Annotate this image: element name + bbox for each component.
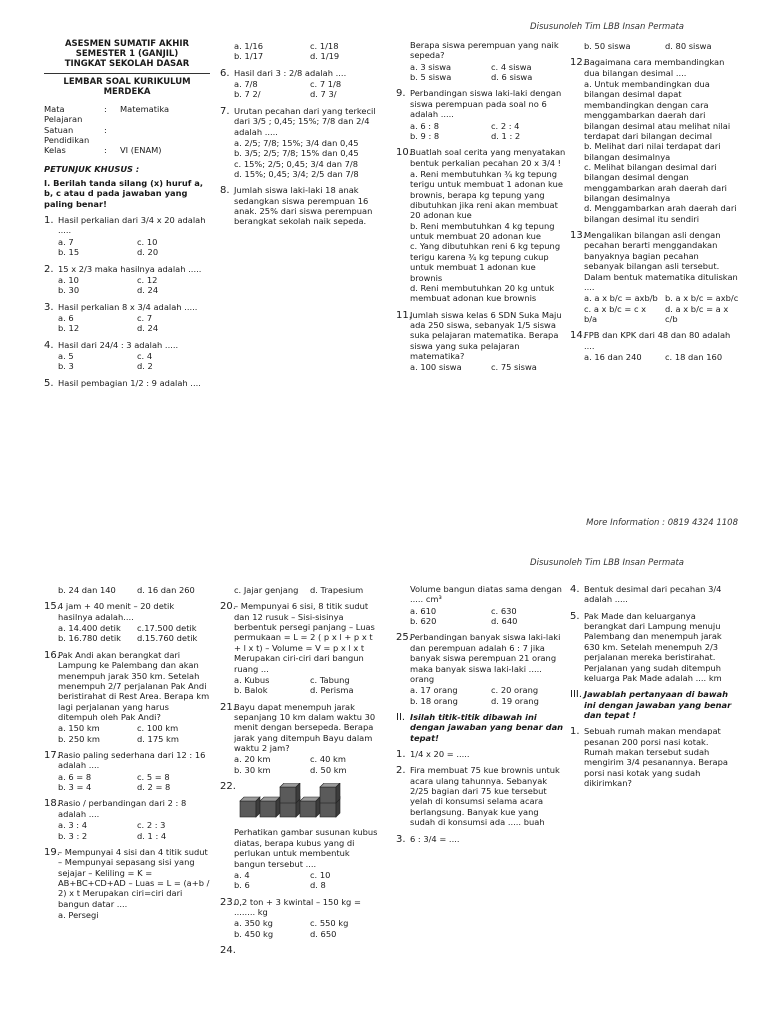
header-credit: Disusunoleh Tim LBB Insan Permata: [530, 22, 684, 32]
answer-option[interactable]: a. 5: [58, 351, 74, 362]
answer-option[interactable]: a. 2/5; 7/8; 15%; 3/4 dan 0,45: [234, 137, 359, 148]
question-item: [396, 712, 566, 743]
answer-options: [410, 62, 566, 83]
answer-options: [410, 121, 566, 142]
question-number: 7.: [220, 105, 230, 117]
answer-option[interactable]: a. 4: [234, 869, 250, 880]
question-item: [220, 601, 380, 695]
question-number: 6.: [220, 67, 230, 79]
answer-option[interactable]: d. a x b/c = a x c/b: [665, 303, 729, 324]
question-item: [570, 57, 740, 224]
answer-option[interactable]: d. 24: [137, 323, 159, 334]
question-number: 20.: [220, 601, 236, 613]
question-number: 13.: [570, 230, 586, 242]
question-item: [570, 584, 740, 605]
question-text: Perbandingan siswa laki-laki dengan siswa perempuan pada soal no 6 adalah .....: [410, 88, 562, 120]
question-number: III.: [570, 689, 583, 701]
answer-option[interactable]: d. 640: [491, 616, 518, 627]
question-text: Rasio paling sederhana dari 12 : 16 adalah ....: [58, 750, 206, 771]
answer-option[interactable]: a. 3 : 4: [58, 820, 87, 831]
answer-option[interactable]: a. Reni membutuhkan ¾ kg tepung terigu untuk membuat 1 adonan kue brownis, berapa kg tepung yang dibutuhkan jika reni akan membuat 20 adonan kue: [410, 168, 563, 221]
answer-option[interactable]: c. Yang dibutuhkan reni 6 kg tepung terigu karena ¾ kg tepung cukup untuk membuat 1 adonan kue brownis: [410, 241, 561, 283]
answer-option[interactable]: c.17.500 detik: [137, 623, 197, 634]
exam-subtitle: LEMBAR SOAL KURIKULUM MERDEKA: [63, 77, 191, 98]
question-text: Jumlah siswa laki-laki 18 anak sedangkan siswa perempuan 16 anak. 25% dari siswa perempuan berangkat sekolah naik sepeda.: [234, 185, 373, 227]
question-item: [570, 726, 740, 788]
question-text: Volume bangun diatas sama dengan ..... cm³: [410, 584, 562, 605]
answer-option[interactable]: d. Reni membutuhkan 20 kg untuk membuat adonan kue brownis: [410, 282, 555, 304]
question-item: [396, 632, 566, 706]
answer-option[interactable]: a. 100 siswa: [410, 362, 462, 373]
answer-option[interactable]: d. 1/19: [310, 51, 340, 62]
page1-column-4: [570, 40, 740, 368]
cube-icon: [260, 797, 280, 817]
answer-option[interactable]: d. 50 km: [310, 764, 347, 775]
question-text: 6 : 3/4 = ....: [410, 833, 460, 844]
question-text: Hasil pembagian 1/2 : 9 adalah ....: [58, 377, 201, 388]
question-item: [570, 230, 740, 324]
answer-option[interactable]: b. Reni membutuhkan 4 kg tepung untuk membuat 20 adonan kue: [410, 220, 555, 242]
answer-options: [234, 918, 380, 939]
answer-option[interactable]: a. 610: [410, 605, 437, 616]
answer-option[interactable]: d. 16 dan 260: [137, 585, 195, 595]
question-item: [44, 585, 210, 595]
answer-option[interactable]: d. 2: [137, 361, 153, 372]
question-item: [396, 147, 566, 303]
instructions-title: PETUNJUK KHUSUS :: [44, 163, 140, 174]
answer-option[interactable]: c. 550 kg: [310, 918, 349, 929]
cube-icon: [300, 797, 320, 817]
question-number: 11.: [396, 309, 412, 321]
answer-option[interactable]: c. Melihat bilangan desimal dari bilangan desimal dengan menggambarkan arah daerah dari bilangan desimalnya: [584, 161, 727, 204]
answer-option[interactable]: b. Melihat dari nilai terdapat dari bilangan desimalnya: [584, 141, 721, 162]
answer-option[interactable]: a. 6 : 8: [410, 120, 439, 131]
answer-options: [584, 352, 740, 362]
answer-option[interactable]: b. 250 km: [58, 733, 100, 744]
answer-option[interactable]: c. 1/18: [310, 41, 339, 51]
question-number: 2.: [396, 765, 406, 777]
answer-option[interactable]: a. 6: [58, 312, 74, 323]
answer-option[interactable]: d. Trapesium: [310, 585, 364, 595]
page2-column-1: [44, 584, 210, 926]
question-text: 0,2 ton + 3 kwintal – 150 kg = ........ kg: [234, 896, 361, 917]
answer-option[interactable]: c. 4 siswa: [491, 61, 532, 72]
cube-icon: [240, 797, 260, 817]
question-number: 18.: [44, 798, 60, 810]
question-text: 15 x 2/3 maka hasilnya adalah .....: [58, 263, 202, 274]
answer-options: [58, 351, 210, 372]
answer-options: [410, 606, 566, 627]
question-text: Rasio / perbandingan dari 2 : 8 adalah ....: [58, 798, 187, 819]
answer-options: [58, 237, 210, 258]
question-item: [570, 611, 740, 684]
answer-option[interactable]: c. 10: [137, 236, 158, 247]
question-number: 17.: [44, 750, 60, 762]
answer-options: [584, 79, 740, 224]
answer-option[interactable]: b. 6: [234, 880, 250, 891]
answer-option[interactable]: c. 10: [310, 869, 331, 880]
answer-option[interactable]: c. Jajar genjang: [234, 585, 299, 595]
answer-option[interactable]: d. 175 km: [137, 733, 179, 744]
page2-column-3: [396, 584, 566, 850]
question-text: Hasil dari 3 : 2/8 adalah ....: [234, 67, 347, 78]
question-number: 25.: [396, 632, 412, 644]
question-number: 10.: [396, 147, 412, 159]
answer-options: [584, 293, 740, 324]
question-text: Bayu dapat menempuh jarak sepanjang 10 km dalam waktu 30 menit dengan bersepeda. Berapa jarak yang ditempuh Bayu dalam waktu 2 jam?: [234, 701, 376, 754]
question-text: Perbandingan banyak siswa laki-laki dan perempuan adalah 6 : 7 jika banyak siswa perempuan 21 orang maka banyak siswa laki-laki ..... orang: [410, 632, 561, 684]
question-number: 5.: [44, 377, 54, 389]
answer-options: [410, 685, 566, 706]
answer-option[interactable]: b. 3 : 2: [58, 830, 88, 841]
question-item: [396, 40, 566, 82]
question-item: [44, 798, 210, 840]
question-text: Hasil perkalian 8 x 3/4 adalah .....: [58, 301, 198, 312]
answer-option[interactable]: d. 2 = 8: [137, 782, 171, 793]
question-item: [44, 340, 210, 372]
answer-option[interactable]: c. 15%; 2/5; 0,45; 3/4 dan 7/8: [234, 158, 358, 169]
answer-option[interactable]: a. 7/8: [234, 79, 258, 90]
question-item: [570, 330, 740, 362]
question-item: [44, 215, 210, 257]
answer-option[interactable]: c. 40 km: [310, 754, 346, 765]
page1-column-3: [396, 40, 566, 379]
question-item: [570, 689, 740, 720]
question-item: [220, 41, 380, 62]
answer-option[interactable]: b. 30: [58, 285, 80, 296]
question-item: [220, 68, 380, 100]
question-text: Pak Andi akan berangkat dari Lampung ke Palembang dan akan menempuh jarak 350 km. Setelah menempuh 2/7 perjalanan Pak Andi beristirahat di Rest Area. Berapa km lagi perjalanan yang harus ditempuh oleh Pak Andi?: [58, 649, 210, 722]
answer-option[interactable]: b. 450 kg: [234, 928, 274, 939]
question-item: [396, 88, 566, 141]
answer-option[interactable]: c. 100 km: [137, 723, 179, 734]
question-text: – Mempunyai 6 sisi, 8 titik sudut dan 12 rusuk – Sisi-sisinya berbentuk persegi panjang – Luas permukaan = L = 2 ( p x l + p x t + l x t) – Volume = V = p x l x t Merupakan ciri-ciri dari bangun ruang ...: [234, 601, 375, 674]
footer-info: More Information : 0819 4324 1108: [586, 518, 738, 528]
answer-option[interactable]: b. 16.780 detik: [58, 633, 121, 644]
answer-option[interactable]: d. Menggambarkan arah daerah dari bilangan desimal itu sendiri: [584, 203, 737, 224]
answer-option[interactable]: c. 75 siswa: [491, 362, 537, 373]
answer-options: [234, 870, 380, 891]
answer-option[interactable]: b. 9 : 8: [410, 130, 440, 141]
answer-option[interactable]: a. 20 km: [234, 754, 271, 765]
question-number: 1.: [44, 215, 54, 227]
question-number: 14.: [570, 330, 586, 342]
question-item: [220, 897, 380, 939]
question-text: Hasil perkalian dari 3/4 x 20 adalah .....: [58, 215, 206, 236]
answer-options: [584, 41, 740, 51]
answer-options: [234, 79, 380, 100]
answer-option[interactable]: a. 1/16: [234, 41, 263, 51]
cube-icon: [280, 783, 300, 803]
answer-option[interactable]: c. 7 1/8: [310, 79, 342, 90]
answer-option[interactable]: b. 50 siswa: [584, 41, 631, 51]
question-item: [220, 185, 380, 226]
answer-option[interactable]: b. 30 km: [234, 764, 271, 775]
answer-option[interactable]: a. 6 = 8: [58, 771, 92, 782]
question-list: [44, 215, 210, 388]
page2-column-4: [570, 584, 740, 794]
question-item: [44, 302, 210, 334]
worksheet-page-2: [0, 552, 768, 1024]
answer-options: [58, 623, 210, 644]
answer-options: [234, 754, 380, 775]
question-number: 4.: [570, 584, 580, 595]
answer-option[interactable]: a. Untuk membandingkan dua bilangan desimal dapat membandingkan dengan cara menggambarkan daerah dari bilangan desimal atau melihat nilai terdapat dari bilangan decimal: [584, 79, 731, 141]
question-item: [44, 601, 210, 643]
question-item: [570, 41, 740, 51]
answer-option[interactable]: a. 16 dan 240: [584, 352, 642, 363]
question-text: Berapa siswa perempuan yang naik sepeda?: [410, 40, 559, 61]
question-text: Sebuah rumah makan mendapat pesanan 200 porsi nasi kotak. Rumah makan tersebut sudah mengirim 3/4 pesanannya. Berapa porsi nasi kotak yang sudah dikirimkan?: [584, 726, 728, 789]
question-item: [396, 834, 566, 844]
answer-option[interactable]: b. 12: [58, 323, 80, 334]
answer-option[interactable]: c. 12: [137, 274, 158, 285]
question-item: [396, 765, 566, 827]
question-number: 22.: [220, 781, 236, 793]
answer-options: [234, 585, 380, 595]
answer-options: [58, 275, 210, 296]
answer-option[interactable]: b. 24 dan 140: [58, 585, 116, 595]
question-number: 1.: [396, 749, 406, 761]
question-number: 15.: [44, 601, 60, 613]
answer-option[interactable]: d. 15%; 0,45; 3/4; 2/5 dan 7/8: [234, 168, 359, 179]
answer-option[interactable]: d. 6 siswa: [491, 72, 533, 83]
page1-column-1: [44, 40, 210, 394]
question-number: 16.: [44, 649, 60, 661]
answer-option[interactable]: b. Balok: [234, 685, 268, 696]
answer-option[interactable]: d. Perisma: [310, 685, 354, 696]
answer-option[interactable]: d. 20: [137, 247, 159, 258]
answer-options: [58, 820, 210, 841]
answer-option[interactable]: d. 24: [137, 285, 159, 296]
exam-meta: Mata Pelajaran : Matematika Satuan Pendidikan : Kelas : VI (ENAM): [44, 103, 170, 156]
question-text: Hasil dari 24/4 : 3 adalah .....: [58, 339, 179, 350]
cube-arrangement-image: [234, 783, 344, 823]
question-item: [220, 781, 380, 891]
question-number: II.: [396, 711, 406, 723]
question-number: 5.: [570, 610, 580, 622]
answer-option[interactable]: b. a x b/c = axb/c: [665, 293, 739, 304]
answer-option[interactable]: d. 1 : 2: [491, 130, 521, 141]
answer-option[interactable]: b. 1/17: [234, 51, 264, 62]
answer-option[interactable]: c. 630: [491, 605, 517, 616]
answer-options: [58, 772, 210, 793]
answer-option[interactable]: d. 80 siswa: [665, 41, 712, 51]
question-number: 4.: [44, 339, 54, 351]
answer-options: [58, 585, 210, 595]
answer-option[interactable]: b. 3 = 4: [58, 782, 92, 793]
question-text: Isilah titik-titik dibawah ini dengan jawaban yang benar dan tepat!: [410, 711, 564, 743]
answer-options: [58, 910, 210, 920]
answer-options: [234, 675, 380, 696]
answer-option[interactable]: a. 17 orang: [410, 685, 458, 696]
answer-option[interactable]: b. 15: [58, 247, 80, 258]
header-credit-2: Disusunoleh Tim LBB Insan Permata: [530, 558, 684, 568]
question-text: Jumlah siswa kelas 6 SDN Suka Maju ada 250 siswa, sebanyak 1/5 siswa suka pelajaran matematika. Berapa siswa yang suka pelajaran matematika?: [410, 309, 562, 362]
question-text: Jawablah pertanyaan di bawah ini dengan jawaban yang benar dan tepat !: [584, 689, 732, 720]
question-item: [220, 106, 380, 180]
answer-option[interactable]: c. 4: [137, 351, 153, 362]
answer-option[interactable]: a. 14.400 detik: [58, 623, 121, 634]
question-number: 3.: [44, 301, 54, 313]
answer-option[interactable]: c. 20 orang: [491, 685, 539, 696]
question-number: 1.: [570, 726, 580, 738]
answer-option[interactable]: c. a x b/c = c x b/a: [584, 303, 647, 324]
question-item: [44, 264, 210, 296]
question-number: 9.: [396, 88, 406, 100]
question-text: 1/4 x 20 = .....: [410, 749, 470, 760]
question-number: 8.: [220, 185, 230, 197]
exam-title: ASESMEN SUMATIF AKHIR SEMESTER 1 (GANJIL) TINGKAT SEKOLAH DASAR: [64, 39, 190, 69]
answer-options: [234, 41, 380, 62]
question-text: Fira membuat 75 kue brownis untuk acara ulang tahunnya. Sebanyak 2/25 bagian dari 75 kue tersebut yelah di konsumsi selama acara berlangsung. Banyak kue yang sudah di konsumsi ada ..... buah: [410, 765, 560, 828]
answer-option[interactable]: a. Persegi: [58, 910, 99, 921]
question-number: 12.: [570, 57, 586, 69]
answer-option[interactable]: a. 150 km: [58, 723, 100, 734]
page2-column-2: [220, 584, 380, 957]
question-text: FPB dan KPK dari 48 dan 80 adalah ....: [584, 330, 731, 351]
question-text: Buatlah soal cerita yang menyatakan bentuk perkalian pecahan 20 x 3/4 !: [410, 147, 566, 168]
question-text: Mengalikan bilangan asli dengan pecahan berarti menggandakan banyaknya bagian pecahan sebanyak bilangan asli tersebut. Dalam bentuk matematika dituliskan ....: [584, 230, 738, 292]
question-number: 19.: [44, 846, 60, 858]
question-number: 24.: [220, 945, 236, 957]
answer-options: [234, 138, 380, 179]
question-item: [44, 378, 210, 388]
question-item: [396, 310, 566, 373]
answer-option[interactable]: b. 18 orang: [410, 695, 458, 706]
answer-option[interactable]: d. 7 3/: [310, 89, 337, 100]
question-number: 2.: [44, 263, 54, 275]
cube-icon: [320, 783, 340, 803]
question-item: [396, 584, 566, 626]
answer-option[interactable]: d.15.760 detik: [137, 633, 198, 644]
answer-option[interactable]: a. 350 kg: [234, 918, 273, 929]
answer-option[interactable]: b. 620: [410, 616, 437, 627]
answer-options: [410, 362, 566, 372]
answer-option[interactable]: b. 5 siswa: [410, 72, 452, 83]
answer-option[interactable]: a. 3 siswa: [410, 61, 452, 72]
question-text: Bagaimana cara membandingkan dua bilangan desimal ....: [584, 57, 725, 78]
question-number: 21.: [220, 701, 236, 713]
question-text: Perhatikan gambar susunan kubus diatas, berapa kubus yang di perlukan untuk membentuk bangun tersebut ....: [234, 827, 378, 869]
answer-option[interactable]: a. a x b/c = axb/b: [584, 293, 658, 304]
page1-column-2: [220, 40, 380, 233]
answer-option[interactable]: c. 2 : 3: [137, 820, 166, 831]
question-item: [44, 650, 210, 744]
answer-option[interactable]: a. 10: [58, 274, 79, 285]
answer-option[interactable]: d. 8: [310, 880, 326, 891]
answer-option[interactable]: b. 3: [58, 361, 74, 372]
question-text: Urutan pecahan dari yang terkecil dari 3/5 ; 0,45; 15%; 7/8 dan 2/4 adalah .....: [234, 105, 376, 137]
answer-options: [58, 723, 210, 744]
question-item: [44, 847, 210, 921]
question-item: [44, 750, 210, 792]
question-text: 4 jam + 40 menit – 20 detik hasilnya adalah....: [58, 601, 175, 622]
answer-option[interactable]: c. Tabung: [310, 674, 350, 685]
answer-option[interactable]: d. 650: [310, 928, 337, 939]
answer-option[interactable]: d. 1 : 4: [137, 830, 167, 841]
question-number: 3.: [396, 833, 406, 845]
answer-option[interactable]: c. 5 = 8: [137, 771, 170, 782]
instructions-text: I. Berilah tanda silang (x) huruf a, b, c atau d pada jawaban yang paling benar!: [44, 177, 203, 209]
answer-option[interactable]: a. Kubus: [234, 674, 270, 685]
answer-option[interactable]: a. 7: [58, 236, 74, 247]
answer-options: [58, 313, 210, 334]
question-text: Bentuk desimal dari pecahan 3/4 adalah .....: [584, 584, 722, 605]
answer-option[interactable]: d. 19 orang: [491, 695, 539, 706]
question-item: [220, 585, 380, 595]
answer-option[interactable]: b. 3/5; 2/5; 7/8; 15% dan 0,45: [234, 148, 359, 159]
question-item: [220, 702, 380, 776]
question-text: – Mempunyai 4 sisi dan 4 titik sudut – Mempunyai sepasang sisi yang sejajar – Keliling = K = AB+BC+CD+AD – Luas = L = (a+b / 2) x t Merupakan ciri=ciri dari bangun datar ....: [58, 846, 210, 909]
answer-option[interactable]: c. 18 dan 160: [665, 352, 723, 363]
question-text: Pak Made dan keluarganya berangkat dari Lampung menuju Palembang dan menempuh jarak 630 km. Setelah menempuh 2/3 perjalanan mereka beristirahat. Perjalanan yang sudah ditempuh keluarga Pak Made adalah .... km: [584, 610, 722, 683]
answer-option[interactable]: b. 7 2/: [234, 89, 261, 100]
answer-option[interactable]: c. 2 : 4: [491, 120, 520, 131]
question-item: [396, 749, 566, 759]
answer-option[interactable]: c. 7: [137, 312, 153, 323]
question-number: 23.: [220, 896, 236, 908]
answer-options: [410, 169, 566, 304]
